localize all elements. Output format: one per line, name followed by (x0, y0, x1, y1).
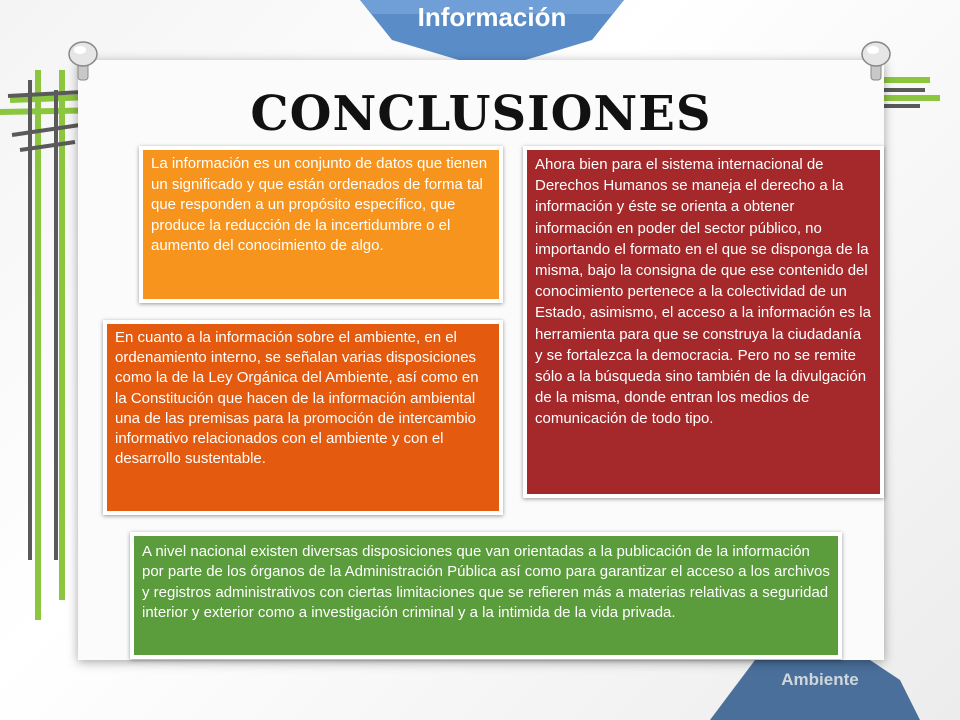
human-rights-box: Ahora bien para el sistema internacional de Derechos Humanos se maneja el derecho a la información y éste se orienta a obtener información en poder del sector público, no importando el formato en el que se disponga de la misma, bajo la consigna de que ese contenido del conocimiento pertenece a la colectividad de un Estado, asimismo, el acceso a la información es la herramienta para que se construya la ciudadanía y se fortalezca la democracia. Pero no se remite sólo a la búsqueda sino también de la divulgación de la misma, donde entran los medios de comunicación de todo tipo. (523, 146, 884, 498)
definition-box: La información es un conjunto de datos que tienen un significado y que están ordenados de forma tal que responden a un propósito específico, que produce la reducción de la incertidumbre o el aumento del conocimiento de algo. (139, 146, 503, 303)
environment-info-box: En cuanto a la información sobre el ambiente, en el ordenamiento interno, se señalan varias disposiciones como la de la Ley Orgánica del Ambiente, así como en la Constitución que hacen de la información ambiental una de las premisas para la promoción de intercambio informativo relacionados con el ambiente y con el desarrollo sustentable. (103, 320, 503, 515)
pushpin-left-icon (62, 40, 102, 84)
national-level-box: A nivel nacional existen diversas disposiciones que van orientadas a la publicación de la información por parte de los órganos de la Administración Pública así como para garantizar el acceso a los archivos y registros administrativos con ciertas limitaciones que se refieren más a materias relativas a seguridad interior y exterior como a investigación criminal y a la intimida de la vida privada. (130, 532, 842, 659)
informacion-tab-label[interactable]: Información (417, 2, 567, 32)
pushpin-right-icon (857, 40, 897, 84)
ambiente-tab-label[interactable]: Ambiente (781, 670, 859, 689)
page-title: CONCLUSIONES (250, 86, 712, 142)
